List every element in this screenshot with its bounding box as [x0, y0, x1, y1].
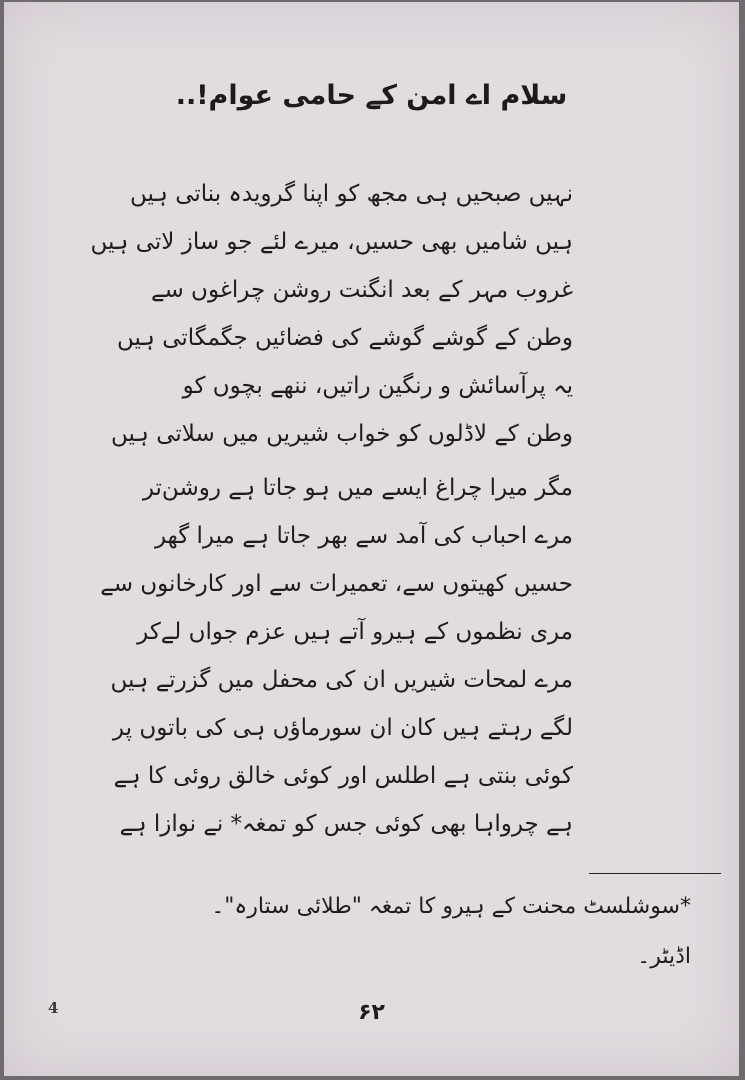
stanza-2	[53, 464, 573, 752]
verse-line: لگے رہتے ہیں کان ان سورماؤں ہی کی باتوں پر	[112, 715, 573, 741]
verse-line: وطن کے گوشے گوشے کی فضائیں جگمگاتی ہیں	[116, 325, 573, 351]
corner-mark: 4	[48, 999, 59, 1017]
book-page	[4, 2, 739, 1076]
verse-line: یہ پرآسائش و رنگین راتیں، ننھے بچوں کو	[182, 373, 573, 399]
footnote-divider	[589, 873, 721, 874]
verse-line: مرے احباب کی آمد سے بھر جاتا ہے میرا گھر	[154, 523, 573, 549]
verse-line: ہے چرواہا بھی کوئی جس کو تمغہ* نے نوازا ہے	[119, 811, 573, 837]
verse-line: وطن کے لاڈلوں کو خواب شیریں میں سلاتی ہیں	[110, 421, 573, 447]
stanza-1	[53, 170, 573, 458]
verse-line: نہیں صبحیں ہی مجھ کو اپنا گرویدہ بناتی ہیں	[129, 181, 573, 207]
verse-line: مگر میرا چراغ ایسے میں ہو جاتا ہے روشن‌تر	[142, 475, 573, 501]
stanza-3	[53, 752, 573, 848]
verse-line: غروب مہر کے بعد انگنت روشن چراغوں سے	[151, 277, 573, 303]
verse-line: ہیں شامیں بھی حسیں، میرے لئے جو ساز لاتی ہیں	[90, 229, 573, 255]
verse-line: حسیں کھیتوں سے، تعمیرات سے اور کارخانوں سے	[100, 571, 573, 597]
footnote-editor-note: اڈیٹر۔	[637, 944, 691, 969]
footnote	[81, 882, 691, 982]
verse-line: مری نظموں کے ہیرو آتے ہیں عزم جواں لےکر	[137, 619, 573, 645]
page-number: ۶۲	[358, 1000, 385, 1025]
footnote-text: *سوشلسٹ محنت کے ہیرو کا تمغہ "طلائی ستارہ"۔	[211, 894, 691, 919]
verse-line: کوئی بنتی ہے اطلس اور کوئی خالق روئی کا ہے	[113, 763, 573, 789]
poem-title: سلام اے امن کے حامی عوام!..	[175, 80, 568, 111]
verse-line: مرے لمحات شیریں ان کی محفل میں گزرتے ہیں	[110, 667, 573, 693]
